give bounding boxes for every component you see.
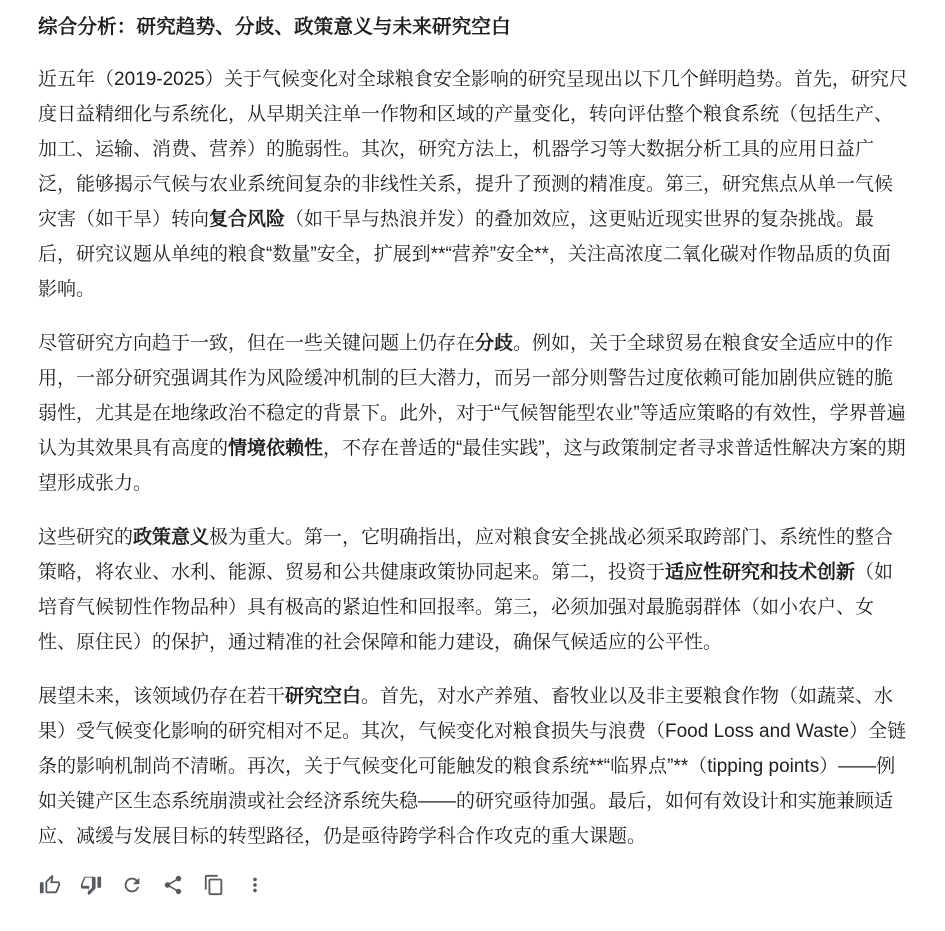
bold-text-run: 情境依赖性 <box>228 438 324 459</box>
text-run: 。首先，对水产养殖、畜牧业以及非主要粮食作物（如蔬菜、水果）受气候变化影响的研究相对不足。其次，气候变化对粮食损失与浪费（Food Loss and Waste）全链条的影响机制尚不清晰。再次，关于气候变化可能触发的粮食系统**“临界点”**（tipping points）——例如关键产区生态系统崩溃或社会经济系统失稳——的研究亟待加强。最后，如何有效设计和实施兼顾适应、减缓与发展目标的转型路径，仍是亟待跨学科合作攻克的重大课题。 <box>38 686 907 847</box>
copy-icon <box>203 874 225 896</box>
bold-text-run: 复合风险 <box>209 209 286 230</box>
bold-text-run: 分歧 <box>475 333 514 354</box>
response-heading: 综合分析：研究趋势、分歧、政策意义与未来研究空白 <box>38 16 511 38</box>
copy-button[interactable] <box>202 873 226 897</box>
share-button[interactable] <box>161 873 185 897</box>
bold-text-run: 政策意义 <box>133 527 210 548</box>
response-action-bar <box>38 873 908 907</box>
text-run: 尽管研究方向趋于一致，但在一些关键问题上仍存在 <box>38 333 476 354</box>
bold-text-run: 研究空白 <box>285 686 362 707</box>
more-vert-icon <box>244 874 266 896</box>
text-run: ，不存在普适的“最佳实践”，这与政策制定者寻求普适性解决方案的期望形成张力。 <box>38 438 906 494</box>
bold-text-run: 适应性研究和技术创新 <box>665 562 856 583</box>
refresh-icon <box>121 874 143 896</box>
text-run: （如培育气候韧性作物品种）具有极高的紧迫性和回报率。第三，必须加强对最脆弱群体（如小农户、女性、原住民）的保护，通过精准的社会保障和能力建设，确保气候适应的公平性。 <box>38 562 894 653</box>
paragraph <box>38 679 908 854</box>
paragraph <box>38 62 908 307</box>
thumb-down-icon <box>80 874 102 896</box>
more-options-button[interactable] <box>243 873 267 897</box>
thumb-up-icon <box>39 874 61 896</box>
text-run: 极为重大。第一，它明确指出，应对粮食安全挑战必须采取跨部门、系统性的整合策略，将农业、水利、能源、贸易和公共健康政策协同起来。第二，投资于 <box>38 527 894 583</box>
paragraph <box>38 520 908 660</box>
text-run: 这些研究的 <box>38 527 134 548</box>
text-run: 。例如，关于全球贸易在粮食安全适应中的作用，一部分研究强调其作为风险缓冲机制的巨大潜力，而另一部分则警告过度依赖可能加剧供应链的脆弱性，尤其是在地缘政治不稳定的背景下。此外，对于“气候智能型农业”等适应策略的有效性，学界普遍认为其效果具有高度的 <box>38 333 906 459</box>
text-run: （如干旱与热浪并发）的叠加效应，这更贴近现实世界的复杂挑战。最后，研究议题从单纯的粮食“数量”安全，扩展到**“营养”安全**，关注高浓度二氧化碳对作物品质的负面影响。 <box>38 209 891 300</box>
paragraph <box>38 326 908 501</box>
text-run: 展望未来，该领域仍存在若干 <box>38 686 286 707</box>
regenerate-button[interactable] <box>120 873 144 897</box>
paragraphs <box>38 62 908 854</box>
share-icon <box>162 874 184 896</box>
text-run: 近五年（2019-2025）关于气候变化对全球粮食安全影响的研究呈现出以下几个鲜明趋势。首先，研究尺度日益精细化与系统化，从早期关注单一作物和区域的产量变化，转向评估整个粮食系统（包括生产、加工、运输、消费、营养）的脆弱性。其次，研究方法上，机器学习等大数据分析工具的应用日益广泛，能够揭示气候与农业系统间复杂的非线性关系，提升了预测的精准度。第三，研究焦点从单一气候灾害（如干旱）转向 <box>38 69 908 230</box>
thumbs-down-button[interactable] <box>79 873 103 897</box>
thumbs-up-button[interactable] <box>38 873 62 897</box>
